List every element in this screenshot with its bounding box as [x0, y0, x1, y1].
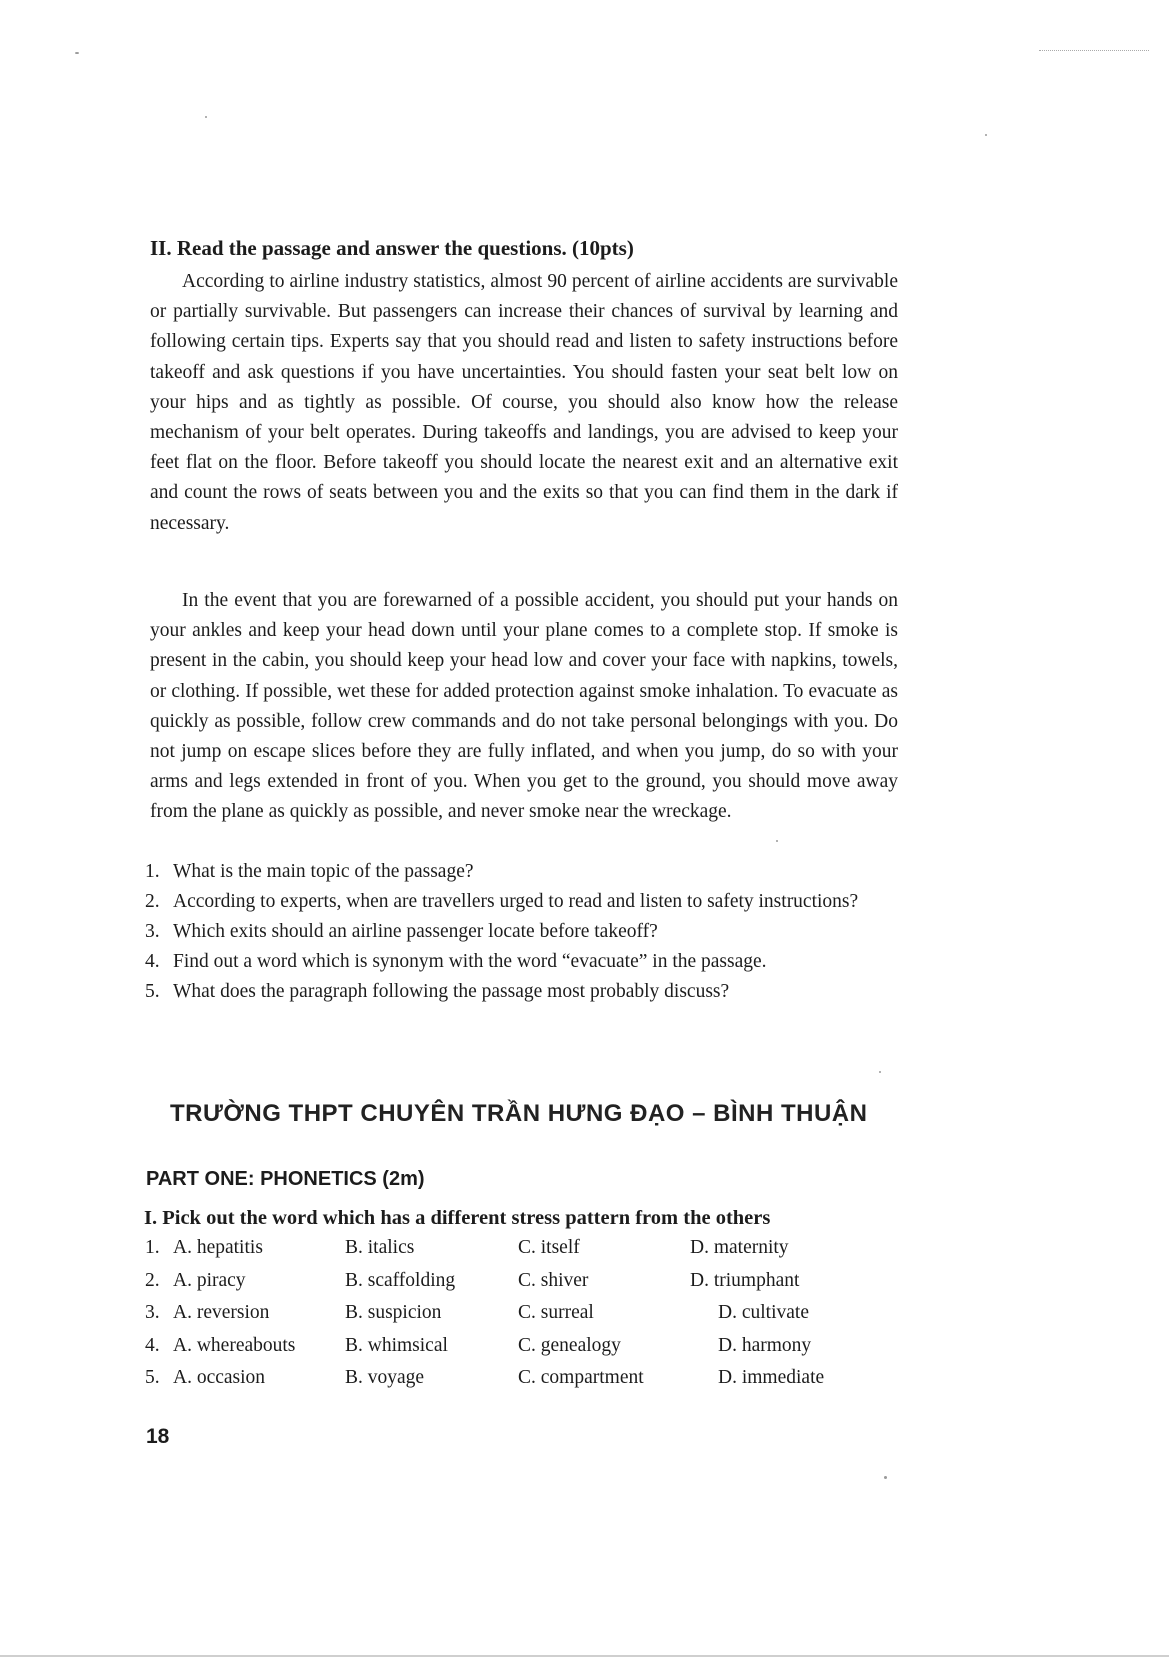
passage-paragraph-1: According to airline industry statistics, almost 90 percent of airline accidents are survivable or partially survivable. But passengers can increase their chances of survival by learning and following certain tips. Experts say that you should read and listen to safety instructions before takeoff and ask questions if you have uncertainties. You should fasten your seat belt low on your hips and as tightly as possible. Of course, you should also know how the release mechanism of your belt operates. During takeoffs and landings, you are advised to keep your feet flat on the floor. Before takeoff you should locate the nearest exit and an alternative exit and count the rows of seats between you and the exits so that you can find them in the dark if necessary.	[150, 271, 898, 534]
scan-speck	[884, 1476, 887, 1479]
table-row	[145, 1270, 945, 1303]
option-d: D. harmony	[718, 1334, 812, 1356]
option-b: B. italics	[345, 1237, 415, 1258]
question-text: Find out a word which is synonym with the word “evacuate” in the passage.	[173, 951, 767, 972]
scan-speck	[776, 840, 778, 842]
option-c: C. surreal	[518, 1302, 594, 1323]
table-row	[145, 1335, 945, 1368]
item-number: 4.	[145, 1334, 160, 1356]
option-b: B. scaffolding	[345, 1269, 456, 1291]
question-text: Which exits should an airline passenger locate before takeoff?	[173, 921, 658, 942]
option-b: B. suspicion	[345, 1302, 442, 1323]
option-c: C. genealogy	[518, 1334, 621, 1356]
scan-speck	[879, 1071, 881, 1073]
option-a: A. hepatitis	[173, 1237, 263, 1258]
item-number: 2.	[145, 1269, 160, 1291]
option-b: B. voyage	[345, 1367, 425, 1388]
question-item	[145, 857, 905, 887]
table-row	[145, 1237, 945, 1270]
question-number: 3.	[145, 921, 160, 942]
option-a: A. reversion	[173, 1302, 270, 1323]
item-number: 5.	[145, 1367, 160, 1388]
question-number: 4.	[145, 951, 160, 972]
item-number: 1.	[145, 1237, 160, 1258]
scan-speck	[75, 52, 79, 54]
option-a: A. occasion	[173, 1367, 266, 1388]
option-d: D. cultivate	[718, 1302, 809, 1323]
question-text: According to experts, when are travellers urged to read and listen to safety instructions?	[173, 891, 859, 912]
item-number: 3.	[145, 1302, 160, 1323]
part-heading: PART ONE: PHONETICS (2m)	[146, 1168, 425, 1190]
section-heading: II. Read the passage and answer the questions. (10pts)	[150, 236, 634, 260]
option-a: A. piracy	[173, 1269, 246, 1291]
scan-artifact-dots	[1039, 50, 1149, 51]
stress-pattern-table	[145, 1237, 945, 1400]
option-a: A. whereabouts	[173, 1334, 296, 1356]
table-row	[145, 1367, 945, 1400]
question-text: What does the paragraph following the passage most probably discuss?	[173, 981, 730, 1002]
option-d: D. maternity	[690, 1237, 789, 1258]
question-number: 2.	[145, 891, 160, 912]
question-item	[145, 887, 905, 917]
option-c: C. shiver	[518, 1269, 589, 1291]
option-c: C. itself	[518, 1237, 580, 1258]
scan-edge	[0, 1655, 1169, 1657]
option-d: D. immediate	[718, 1367, 825, 1388]
option-c: C. compartment	[518, 1367, 644, 1388]
option-b: B. whimsical	[345, 1334, 448, 1356]
passage-paragraph-2: In the event that you are forewarned of a possible accident, you should put your hands on your ankles and keep your head down until your plane comes to a complete stop. If smoke is present in the cabin, you should keep your head low and cover your face with napkins, towels, or clothing. If possible, wet these for added protection against smoke inhalation. To evacuate as quickly as possible, follow crew commands and do not take personal belongings with you. Do not jump on escape slices before they are fully inflated, and when you jump, do so with your arms and legs extended in front of you. When you get to the ground, you should move away from the plane as quickly as possible, and never smoke near the wreckage.	[150, 590, 898, 823]
school-title: TRƯỜNG THPT CHUYÊN TRẦN HƯNG ĐẠO – BÌNH THUẬN	[170, 1100, 868, 1127]
option-d: D. triumphant	[690, 1269, 800, 1291]
question-item	[145, 977, 905, 1007]
question-item	[145, 917, 905, 947]
scan-speck	[205, 116, 207, 118]
scan-speck	[985, 134, 987, 136]
table-row	[145, 1302, 945, 1335]
page-number: 18	[146, 1425, 170, 1448]
question-item	[145, 947, 905, 977]
task-heading: I. Pick out the word which has a different stress pattern from the others	[144, 1207, 771, 1229]
question-list	[145, 857, 905, 1007]
question-number: 5.	[145, 981, 160, 1002]
question-text: What is the main topic of the passage?	[173, 861, 474, 882]
question-number: 1.	[145, 861, 160, 882]
